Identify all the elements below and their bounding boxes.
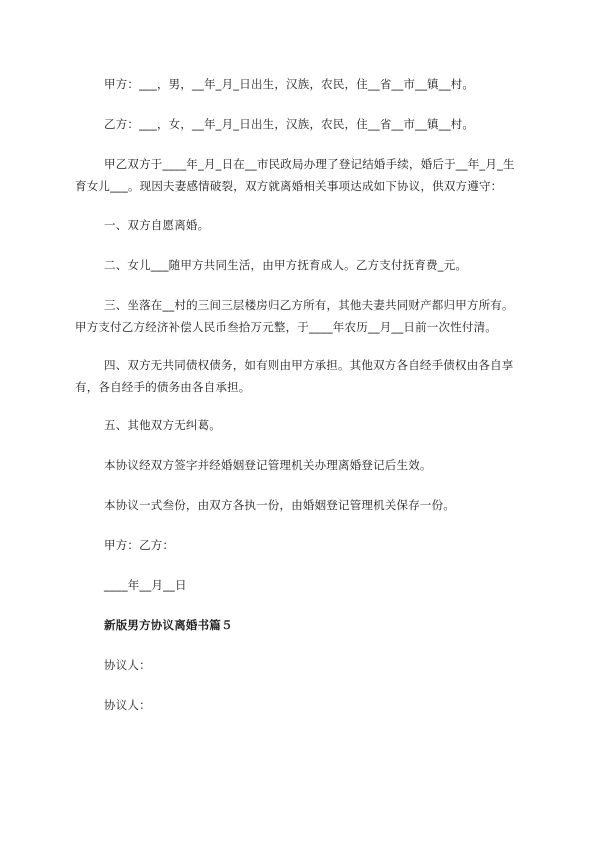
party-b-line: 乙方：___，女，__年_月_日出生，汉族，农民，住__省__市__镇__村。 — [104, 117, 475, 131]
clause-two: 二、女儿___随甲方共同生活，由甲方抚育成人。乙方支付抚育费_元。 — [104, 258, 468, 272]
clause-five: 五、其他双方无纠葛。 — [104, 418, 221, 432]
date-line: ____年__月__日 — [104, 578, 187, 592]
marriage-background-paragraph: 甲乙双方于____年_月_日在__市民政局办理了登记结婚手续，婚后于__年_月_生育女儿___。现因夫妻感情破裂，双方就离婚相关事项达成如下协议，供双方遵守： — [75, 157, 515, 193]
clause-four: 四、双方无共同债权债务，如有则由甲方承担。其他双方各自经手债权由各自享有，各自经手的债务由各自承担。 — [75, 358, 514, 394]
section-title: 新版男方协议离婚书篇５ — [104, 618, 233, 632]
copies-clause: 本协议一式叁份，由双方各执一份，由婚姻登记管理机关保存一份。 — [104, 498, 455, 512]
clause-three: 三、坐落在__村的三间三层楼房归乙方所有，其他夫妻共同财产都归甲方所有。甲方支付乙方经济补偿人民币叁拾万元整，于____年农历__月__日前一次性付清。 — [75, 298, 514, 334]
signature-line: 甲方：乙方： — [104, 538, 175, 552]
party-line-first: 协议人： — [104, 658, 151, 672]
party-a-line: 甲方：___，男，__年_月_日出生，汉族，农民，住__省__市__镇__村。 — [104, 77, 475, 91]
clause-one: 一、双方自愿离婚。 — [104, 218, 210, 232]
effectiveness-clause: 本协议经双方签字并经婚姻登记管理机关办理离婚登记后生效。 — [104, 458, 432, 472]
party-line-second: 协议人： — [104, 698, 151, 712]
